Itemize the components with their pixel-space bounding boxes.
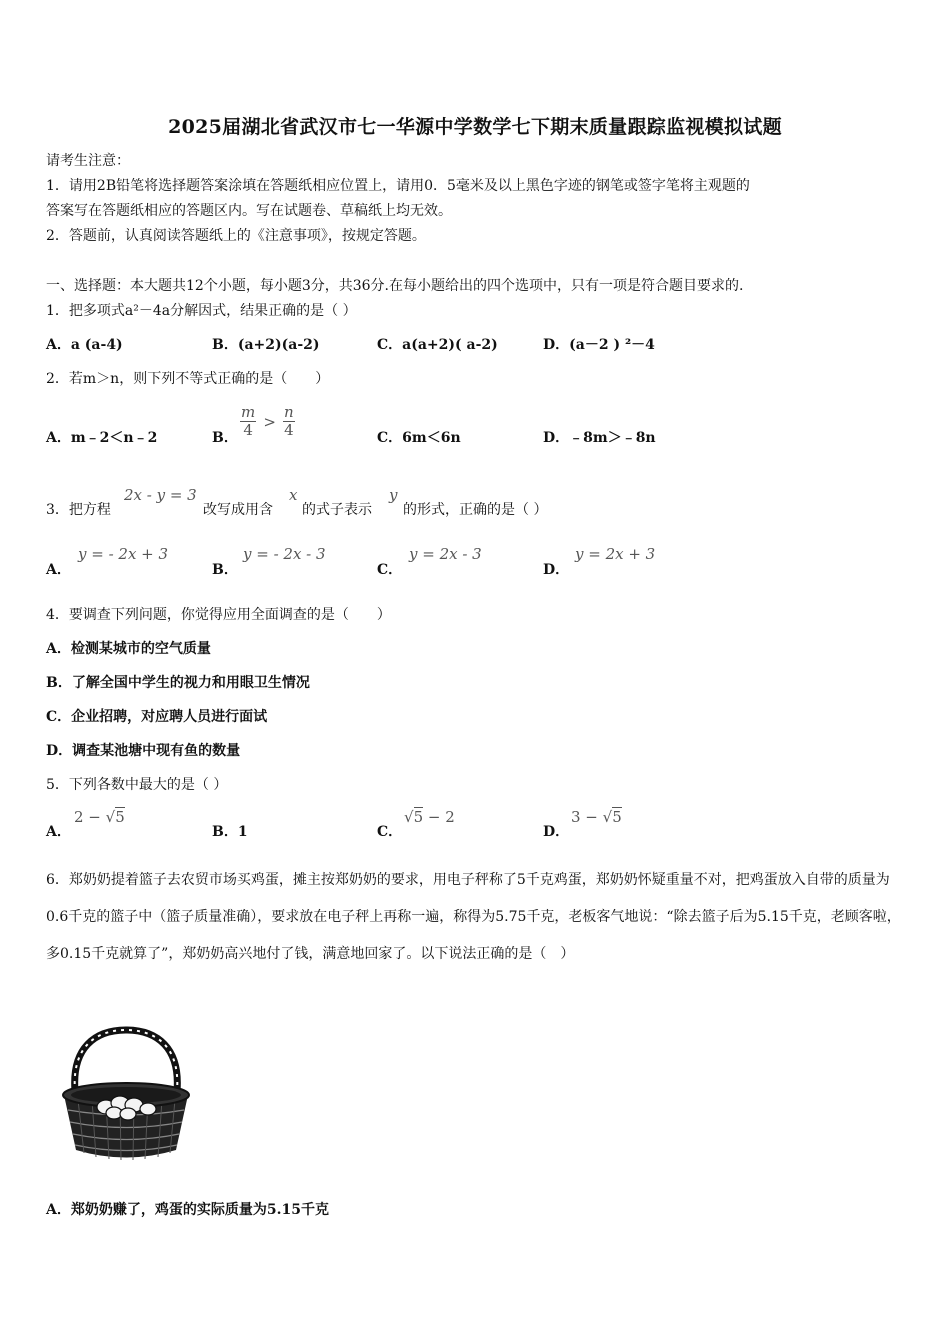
- q4-option-b: B．了解全国中学生的视力和用眼卫生情况: [46, 675, 310, 691]
- q5-option-d-expr: [571, 808, 622, 826]
- q2-option-c: C．6m＜6n: [377, 430, 461, 446]
- q3-equation: 2x - y = 3: [124, 486, 197, 504]
- q1-option-a: A．a (a-4): [46, 337, 123, 353]
- q5-stem: 5．下列各数中最大的是（ ）: [46, 777, 228, 793]
- q3-option-b-label: B．: [212, 562, 238, 578]
- q3-option-d-expr: y = 2x + 3: [575, 545, 656, 563]
- q3-var-x: x: [289, 486, 298, 504]
- notice-line-2: 2．答题前，认真阅读答题纸上的《注意事项》，按规定答题。: [46, 228, 426, 244]
- q6-option-a: A．郑奶奶赚了，鸡蛋的实际质量为5.15千克: [46, 1202, 329, 1218]
- q1-stem: 1．把多项式a²－4a分解因式，结果正确的是（ ）: [46, 303, 357, 319]
- sqrt-symbol: √: [404, 808, 414, 826]
- q3-option-a-label: A．: [46, 562, 71, 578]
- page-title: 2025届湖北省武汉市七一华源中学数学七下期末质量跟踪监视模拟试题: [168, 116, 782, 138]
- fraction-denominator: 4: [243, 421, 253, 439]
- q2-option-b-label: B．: [212, 430, 238, 446]
- q3-stem-part4: 的形式，正确的是（ ）: [403, 502, 548, 518]
- q3-option-a-expr: y = - 2x + 3: [78, 545, 169, 563]
- fraction-denominator: 4: [284, 421, 294, 439]
- radicand: 5: [612, 808, 622, 826]
- sqrt-symbol: √: [602, 808, 613, 826]
- q5-option-a-label: A．: [46, 824, 71, 840]
- notice-line-1b: 答案写在答题纸相应的答题区内。写在试题卷、草稿纸上均无效。: [46, 203, 452, 219]
- q6-stem: 6．郑奶奶提着篮子去农贸市场买鸡蛋，摊主按郑奶奶的要求，用电子秤称了5千克鸡蛋，郑奶奶怀疑重量不对，把鸡蛋放入自带的质量为0.6千克的篮子中（篮子质量准确），要求放在电子秤上再称一遍，称得为5.75千克，老板客气地说：“除去篮子后为5.15千克，老顾客啦，多0.15千克就算了”，郑奶奶高兴地付了钱，满意地回家了。以下说法正确的是（ ）: [46, 872, 901, 962]
- q1-option-b: B．(a+2)(a-2): [212, 337, 320, 353]
- q3-var-y: y: [389, 486, 398, 504]
- expr-suffix: − 2: [423, 808, 455, 826]
- fraction-numerator: n: [284, 403, 294, 421]
- q3-stem-part3: 的式子表示: [302, 502, 372, 518]
- fraction-m-over-4: [240, 404, 256, 439]
- q3-stem-part2: 改写成用含: [203, 502, 273, 518]
- section-heading: 一、选择题：本大题共12个小题，每小题3分，共36分.在每小题给出的四个选项中，只有一项是符合题目要求的.: [46, 278, 744, 294]
- radicand: 5: [115, 808, 125, 826]
- q1-option-d: D．(a－2 ) ²－4: [543, 337, 655, 353]
- expr-prefix: 3 −: [571, 808, 603, 826]
- q1-option-c: C．a(a+2)( a-2): [377, 337, 498, 353]
- q5-option-a-expr: [74, 808, 125, 826]
- expr-prefix: 2 −: [74, 808, 106, 826]
- q4-option-d: D．调查某池塘中现有鱼的数量: [46, 743, 241, 759]
- q2-option-a: A．m﹣2＜n﹣2: [46, 430, 158, 446]
- greater-than-sign: >: [263, 412, 276, 431]
- radicand: 5: [413, 808, 424, 826]
- q2-option-b-formula: [240, 404, 295, 439]
- q4-stem: 4．要调查下列问题，你觉得应用全面调查的是（ ）: [46, 607, 391, 623]
- q2-stem: 2．若m＞n，则下列不等式正确的是（ ）: [46, 371, 330, 387]
- q5-option-c-label: C．: [377, 824, 403, 840]
- sqrt-symbol: √: [105, 808, 116, 826]
- q2-option-d: D．﹣8m＞﹣8n: [543, 430, 656, 446]
- q4-option-a: A．检测某城市的空气质量: [46, 641, 211, 657]
- q3-option-c-label: C．: [377, 562, 403, 578]
- q3-option-d-label: D．: [543, 562, 570, 578]
- q3-option-c-expr: y = 2x - 3: [409, 545, 482, 563]
- notice-heading: 请考生注意：: [46, 153, 130, 169]
- fraction-numerator: m: [241, 403, 256, 421]
- q5-option-d-label: D．: [543, 824, 570, 840]
- q5-option-b: B．1: [212, 824, 248, 840]
- fraction-n-over-4: [283, 404, 295, 439]
- q3-stem-part1: 3．把方程: [46, 502, 111, 518]
- notice-line-1a: 1．请用2B铅笔将选择题答案涂填在答题纸相应位置上，请用0．5毫米及以上黑色字迹的钢笔或签字笔将主观题的: [46, 178, 750, 194]
- q3-option-b-expr: y = - 2x - 3: [243, 545, 326, 563]
- q5-option-c-expr: [404, 808, 455, 826]
- egg-basket-illustration: [58, 1025, 194, 1165]
- q4-option-c: C．企业招聘，对应聘人员进行面试: [46, 709, 268, 725]
